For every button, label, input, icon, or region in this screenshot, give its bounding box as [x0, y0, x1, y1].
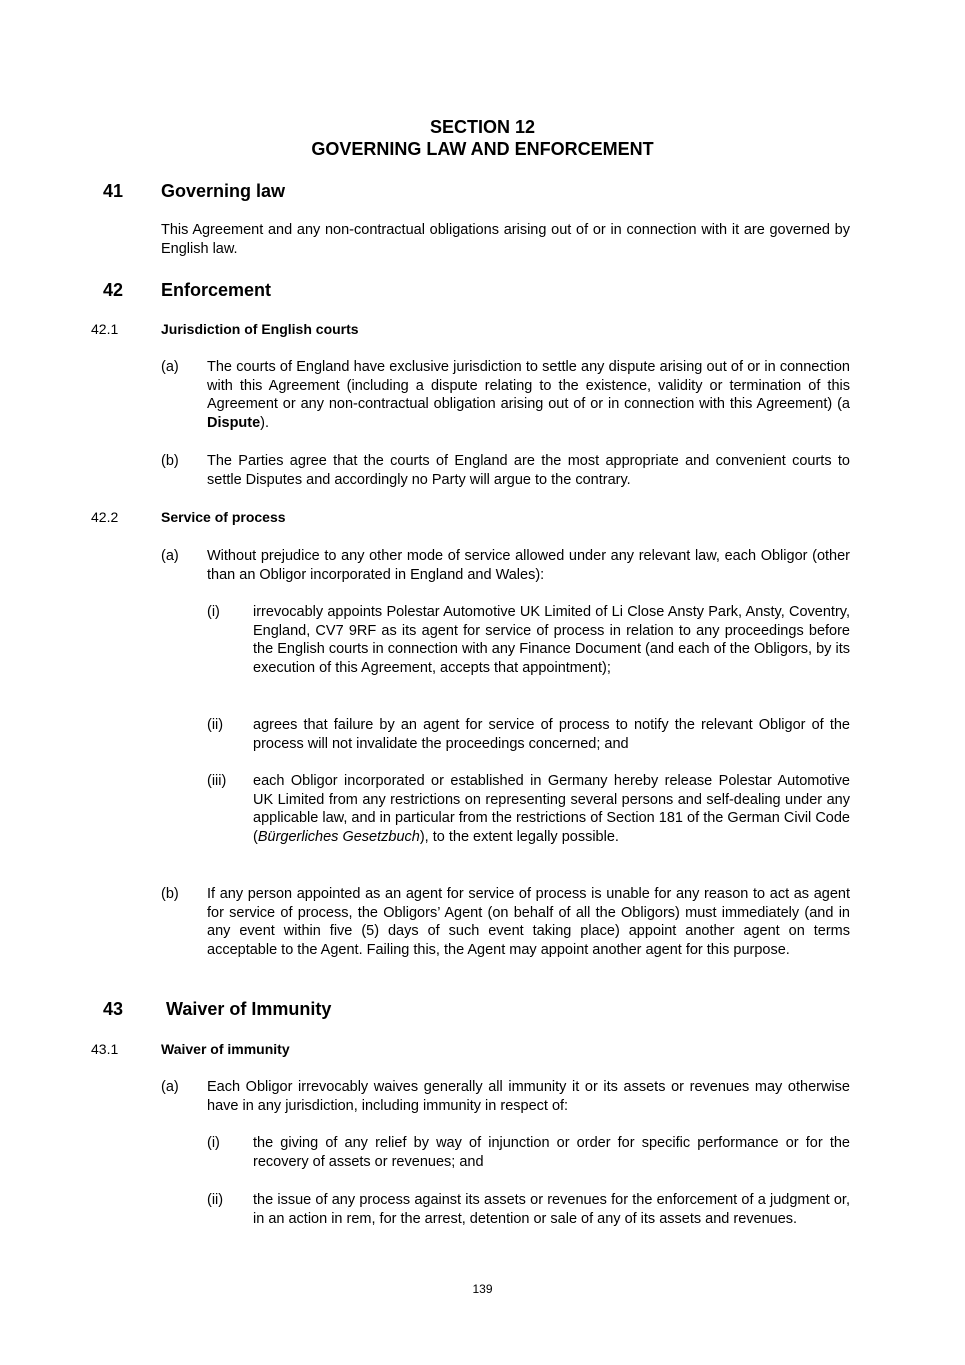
clause-42-number: 42: [103, 280, 124, 300]
clause-42-heading: Enforcement: [161, 280, 272, 300]
clause-43-1-heading: Waiver of immunity: [161, 1041, 290, 1057]
clause-42-2-a-text: Without prejudice to any other mode of service allowed under any relevant law, each Obligor (other than an Obligor incorporated in England and Wales):: [207, 548, 850, 583]
bgb-term: Bürgerliches Gesetzbuch: [257, 828, 420, 845]
clause-42-2-heading: Service of process: [161, 509, 286, 525]
clause-42-2-a-iii-text: [253, 772, 850, 846]
page-number: 139: [472, 1282, 493, 1296]
clause-42-1-a-label: (a): [161, 359, 179, 375]
clause-42-2-a-ii-label: (ii): [207, 717, 224, 733]
clause-42-1-a-text-after: ).: [260, 414, 270, 431]
clause-42-1-number: 42.1: [91, 321, 119, 337]
section-title: GOVERNING LAW AND ENFORCEMENT: [311, 139, 654, 159]
clause-42-1-b-label: (b): [161, 453, 179, 469]
clause-41-heading: Governing law: [161, 181, 286, 201]
clause-42-2-a-ii-text: agrees that failure by an agent for service of process to notify the relevant Obligor of the process will not invalidate the proceedings concerned; and: [253, 717, 850, 752]
clause-42-2-a-label: (a): [161, 548, 179, 564]
clause-42-1-a-text-before: The courts of England have exclusive jurisdiction to settle any dispute arising out of or in connection with this Agreement (including a dispute relating to the existence, validity or termination of this Agreement or any non-contractual obligation arising out of or in connection with this Agreement) (a: [207, 359, 850, 413]
clause-41-text: This Agreement and any non-contractual obligations arising out of or in connection with it are governed by English law.: [161, 222, 850, 257]
clause-43-1-a-ii-label: (ii): [207, 1192, 224, 1208]
clause-42-2-b-label: (b): [161, 886, 179, 902]
section-label: SECTION 12: [429, 117, 536, 137]
clause-42-1-b-text: The Parties agree that the courts of England are the most appropriate and convenient courts to settle Disputes and accordingly no Party will argue to the contrary.: [207, 453, 850, 488]
clause-42-2-a-i-text: irrevocably appoints Polestar Automotive UK Limited of Li Close Ansty Park, Ansty, Coventry, England, CV7 9RF as its agent for service of process in relation to any proceedings before the English courts in connection with any Finance Document (and each of the Obligors, by its execution of this Agreement, accepts that appointment);: [253, 604, 850, 676]
clause-43-heading: Waiver of Immunity: [166, 999, 332, 1019]
clause-42-2-a-iii-text-before: each Obligor incorporated or established in Germany hereby release Polestar Automotive UK Limited from any restrictions on representing several persons and self-dealing under any applicable law, and in particular from the restrictions of Section 181 of the German Civil Code (: [253, 773, 850, 845]
clause-43-1-a-i-text: the giving of any relief by way of injunction or order for specific performance or for the recovery of assets or revenues; and: [253, 1135, 850, 1170]
clause-42-2-a-i-label: (i): [207, 604, 220, 620]
clause-42-1-heading: Jurisdiction of English courts: [161, 321, 359, 337]
clause-43-1-a-label: (a): [161, 1079, 179, 1095]
clause-43-1-a-ii-text: the issue of any process against its assets or revenues for the enforcement of a judgment or, in an action in rem, for the arrest, detention or sale of any of its assets and revenues.: [253, 1192, 850, 1227]
defined-term-dispute: Dispute: [207, 414, 261, 431]
clause-42-2-a-iii-text-after: ), to the extent legally possible.: [419, 828, 619, 845]
clause-43-1-a-i-label: (i): [207, 1135, 220, 1151]
clause-42-1-a-text: [207, 358, 850, 432]
clause-42-2-b-text: If any person appointed as an agent for service of process is unable for any reason to act as agent for service of process, the Obligors’ Agent (on behalf of all the Obligors) must immediately (and in any event within five (5) days of such event taking place) appoint another agent on terms acceptable to the Agent. Failing this, the Agent may appoint another agent for this purpose.: [207, 886, 850, 958]
clause-42-2-a-iii-label: (iii): [207, 773, 227, 789]
clause-41-number: 41: [103, 181, 124, 201]
clause-43-1-number: 43.1: [91, 1041, 119, 1057]
clause-43-number: 43: [103, 999, 124, 1019]
clause-42-2-number: 42.2: [91, 509, 119, 525]
clause-43-1-a-text: Each Obligor irrevocably waives generally all immunity it or its assets or revenues may otherwise have in any jurisdiction, including immunity in respect of:: [207, 1079, 850, 1114]
